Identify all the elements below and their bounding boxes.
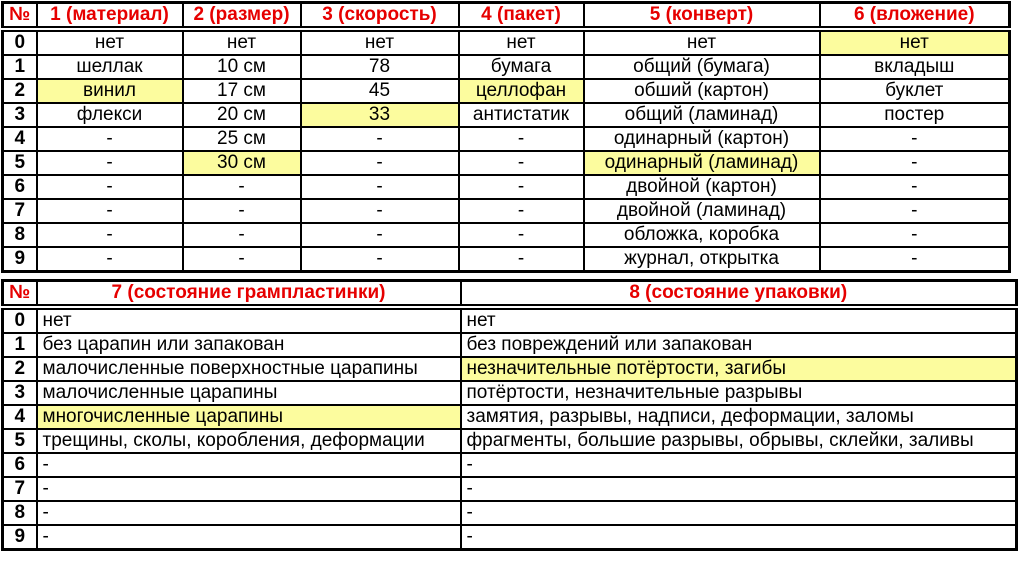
data-cell: - bbox=[37, 151, 183, 175]
table-row bbox=[3, 103, 1010, 127]
data-cell: малочисленные поверхностные царапины bbox=[37, 357, 461, 381]
table-row bbox=[3, 79, 1010, 103]
row-number-cell: 0 bbox=[3, 307, 37, 333]
column-header: 8 (состояние упаковки) bbox=[461, 281, 1017, 308]
data-cell: - bbox=[459, 199, 584, 223]
table-row bbox=[3, 429, 1017, 453]
data-cell: одинарный (картон) bbox=[584, 127, 820, 151]
data-cell: - bbox=[461, 501, 1017, 525]
condition-table-body bbox=[3, 307, 1017, 550]
row-number-cell: 9 bbox=[3, 247, 37, 272]
data-cell: нет bbox=[459, 29, 584, 55]
column-header: 2 (размер) bbox=[183, 3, 301, 30]
row-number-cell: 8 bbox=[3, 223, 37, 247]
data-cell: - bbox=[459, 151, 584, 175]
data-cell: 45 bbox=[301, 79, 459, 103]
data-cell: флекси bbox=[37, 103, 183, 127]
attributes-table-body bbox=[3, 29, 1010, 272]
data-cell: - bbox=[301, 223, 459, 247]
data-cell: - bbox=[37, 501, 461, 525]
row-number-cell: 1 bbox=[3, 55, 37, 79]
column-header: 6 (вложение) bbox=[820, 3, 1010, 30]
table-row bbox=[3, 223, 1010, 247]
data-cell: нет bbox=[584, 29, 820, 55]
condition-table bbox=[1, 279, 1018, 551]
data-cell: - bbox=[461, 453, 1017, 477]
table-row bbox=[3, 453, 1017, 477]
attributes-table-header bbox=[3, 3, 1010, 30]
column-header: 4 (пакет) bbox=[459, 3, 584, 30]
data-cell: без царапин или запакован bbox=[37, 333, 461, 357]
condition-table-header bbox=[3, 281, 1017, 308]
highlighted-data-cell: незначительные потёртости, загибы bbox=[461, 357, 1017, 381]
data-cell: - bbox=[461, 477, 1017, 501]
data-cell: - bbox=[37, 223, 183, 247]
row-number-cell: 6 bbox=[3, 453, 37, 477]
data-cell: 20 см bbox=[183, 103, 301, 127]
data-cell: - bbox=[820, 175, 1010, 199]
table-row bbox=[3, 333, 1017, 357]
data-cell: - bbox=[301, 127, 459, 151]
table-row bbox=[3, 307, 1017, 333]
row-number-cell: 1 bbox=[3, 333, 37, 357]
data-cell: - bbox=[37, 525, 461, 550]
highlighted-data-cell: 30 см bbox=[183, 151, 301, 175]
highlighted-data-cell: нет bbox=[820, 29, 1010, 55]
data-cell: - bbox=[37, 453, 461, 477]
data-cell: нет bbox=[301, 29, 459, 55]
table-row bbox=[3, 501, 1017, 525]
data-cell: - bbox=[183, 223, 301, 247]
column-header: 7 (состояние грампластинки) bbox=[37, 281, 461, 308]
column-header: 1 (материал) bbox=[37, 3, 183, 30]
data-cell: общий (бумага) bbox=[584, 55, 820, 79]
data-cell: трещины, сколы, коробления, деформации bbox=[37, 429, 461, 453]
table-row bbox=[3, 477, 1017, 501]
data-cell: - bbox=[459, 247, 584, 272]
data-cell: журнал, открытка bbox=[584, 247, 820, 272]
data-cell: - bbox=[37, 175, 183, 199]
row-number-column-header: № bbox=[3, 281, 37, 308]
header-row bbox=[3, 281, 1017, 308]
highlighted-data-cell: 33 bbox=[301, 103, 459, 127]
data-cell: замятия, разрывы, надписи, деформации, заломы bbox=[461, 405, 1017, 429]
data-cell: общий (ламинад) bbox=[584, 103, 820, 127]
data-cell: - bbox=[820, 199, 1010, 223]
data-cell: нет bbox=[37, 29, 183, 55]
data-cell: - bbox=[183, 175, 301, 199]
row-number-column-header: № bbox=[3, 3, 37, 30]
data-cell: нет bbox=[461, 307, 1017, 333]
data-cell: - bbox=[301, 175, 459, 199]
data-cell: 25 см bbox=[183, 127, 301, 151]
row-number-cell: 2 bbox=[3, 357, 37, 381]
data-cell: - bbox=[461, 525, 1017, 550]
data-cell: - bbox=[37, 199, 183, 223]
row-number-cell: 7 bbox=[3, 199, 37, 223]
row-number-cell: 4 bbox=[3, 127, 37, 151]
data-cell: - bbox=[37, 247, 183, 272]
table-row bbox=[3, 55, 1010, 79]
table-row bbox=[3, 357, 1017, 381]
attributes-table bbox=[1, 1, 1011, 273]
data-cell: - bbox=[183, 247, 301, 272]
highlighted-data-cell: одинарный (ламинад) bbox=[584, 151, 820, 175]
row-number-cell: 3 bbox=[3, 381, 37, 405]
row-number-cell: 7 bbox=[3, 477, 37, 501]
data-cell: - bbox=[301, 247, 459, 272]
row-number-cell: 4 bbox=[3, 405, 37, 429]
data-cell: малочисленные царапины bbox=[37, 381, 461, 405]
table-row bbox=[3, 247, 1010, 272]
row-number-cell: 0 bbox=[3, 29, 37, 55]
header-row bbox=[3, 3, 1010, 30]
table-row bbox=[3, 127, 1010, 151]
data-cell: - bbox=[37, 477, 461, 501]
column-header: 5 (конверт) bbox=[584, 3, 820, 30]
data-cell: потёртости, незначительные разрывы bbox=[461, 381, 1017, 405]
data-cell: 78 bbox=[301, 55, 459, 79]
data-cell: - bbox=[820, 151, 1010, 175]
data-cell: обложка, коробка bbox=[584, 223, 820, 247]
data-cell: фрагменты, большие разрывы, обрывы, склейки, заливы bbox=[461, 429, 1017, 453]
data-cell: - bbox=[301, 199, 459, 223]
data-cell: - bbox=[459, 127, 584, 151]
data-cell: 17 см bbox=[183, 79, 301, 103]
data-cell: нет bbox=[37, 307, 461, 333]
data-cell: бумага bbox=[459, 55, 584, 79]
data-cell: обший (картон) bbox=[584, 79, 820, 103]
row-number-cell: 2 bbox=[3, 79, 37, 103]
data-cell: 10 см bbox=[183, 55, 301, 79]
data-cell: буклет bbox=[820, 79, 1010, 103]
data-cell: вкладыш bbox=[820, 55, 1010, 79]
data-cell: - bbox=[820, 223, 1010, 247]
table-row bbox=[3, 175, 1010, 199]
row-number-cell: 3 bbox=[3, 103, 37, 127]
data-cell: - bbox=[37, 127, 183, 151]
data-cell: - bbox=[183, 199, 301, 223]
row-number-cell: 9 bbox=[3, 525, 37, 550]
row-number-cell: 5 bbox=[3, 151, 37, 175]
highlighted-data-cell: многочисленные царапины bbox=[37, 405, 461, 429]
row-number-cell: 6 bbox=[3, 175, 37, 199]
table-row bbox=[3, 151, 1010, 175]
table-row bbox=[3, 381, 1017, 405]
table-row bbox=[3, 29, 1010, 55]
table-row bbox=[3, 525, 1017, 550]
data-cell: нет bbox=[183, 29, 301, 55]
data-cell: антистатик bbox=[459, 103, 584, 127]
data-cell: двойной (картон) bbox=[584, 175, 820, 199]
data-cell: - bbox=[820, 247, 1010, 272]
row-number-cell: 5 bbox=[3, 429, 37, 453]
column-header: 3 (скорость) bbox=[301, 3, 459, 30]
row-number-cell: 8 bbox=[3, 501, 37, 525]
data-cell: - bbox=[820, 127, 1010, 151]
data-cell: шеллак bbox=[37, 55, 183, 79]
data-cell: постер bbox=[820, 103, 1010, 127]
table-row bbox=[3, 199, 1010, 223]
data-cell: - bbox=[301, 151, 459, 175]
highlighted-data-cell: целлофан bbox=[459, 79, 584, 103]
data-cell: без повреждений или запакован bbox=[461, 333, 1017, 357]
highlighted-data-cell: винил bbox=[37, 79, 183, 103]
data-cell: - bbox=[459, 223, 584, 247]
data-cell: двойной (ламинад) bbox=[584, 199, 820, 223]
table-row bbox=[3, 405, 1017, 429]
data-cell: - bbox=[459, 175, 584, 199]
